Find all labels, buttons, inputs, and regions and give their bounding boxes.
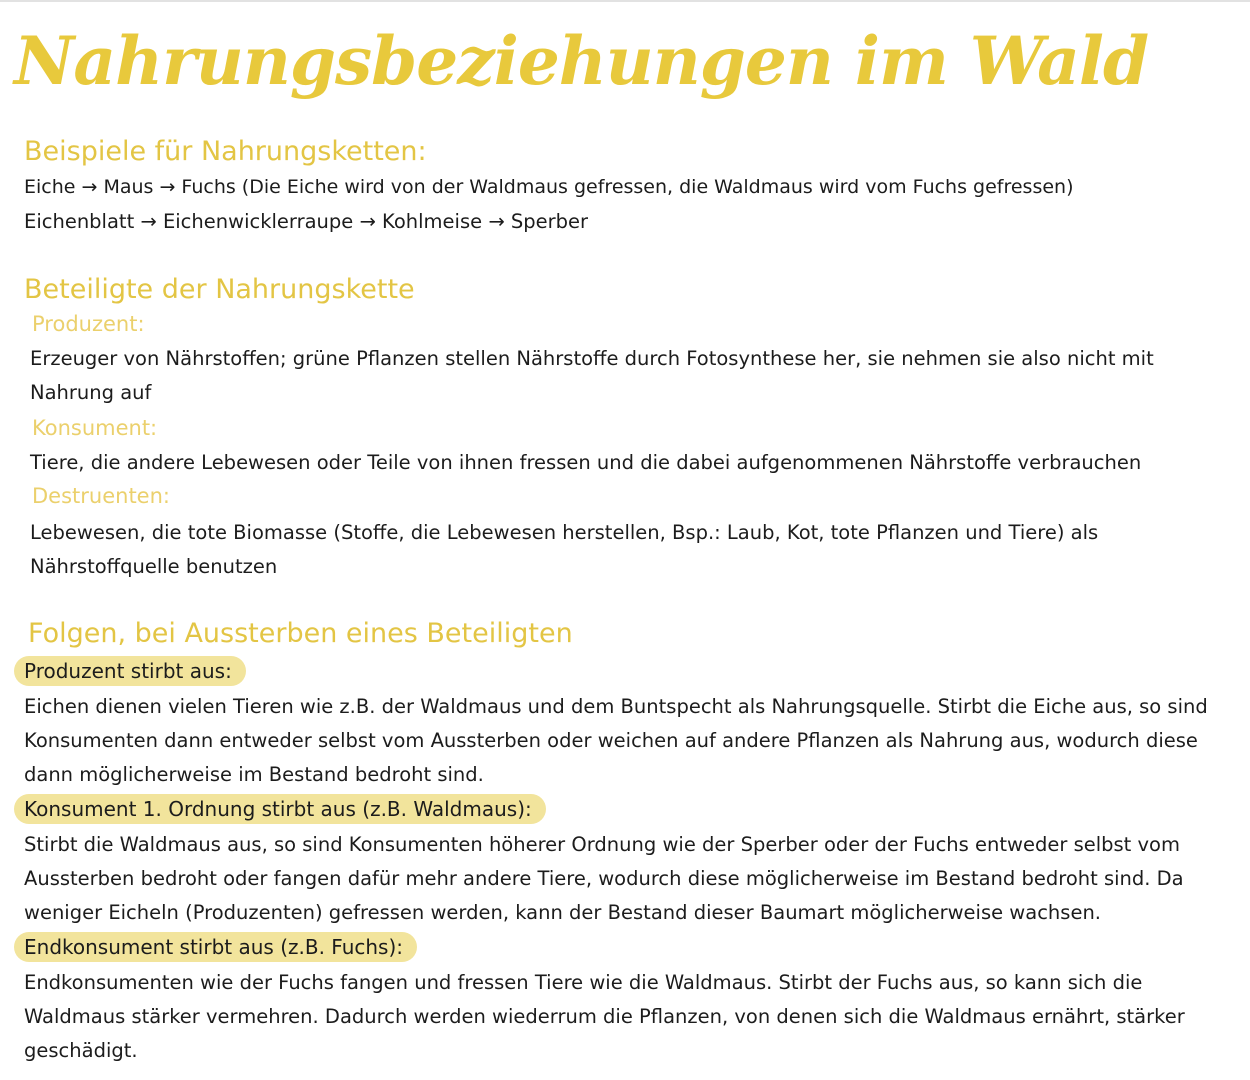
page-title: Nahrungsbeziehungen im Wald xyxy=(14,22,1149,100)
decomposer-label: Destruenten: xyxy=(32,484,170,508)
top-consumer-extinct-text: Endkonsumenten wie der Fuchs fangen und fressen Tiere wie die Waldmaus. Stirbt der Fuchs aus, so kann sich die Waldmaus stärker vermehren. Dadurch werden wiederrum die Pflanzen, von denen sich die Waldmaus ernährt, stärker geschädigt. xyxy=(24,971,1185,1062)
examples-heading: Beispiele für Nahrungsketten: xyxy=(24,136,427,167)
consumer-label: Konsument: xyxy=(32,416,158,440)
producer-definition: Erzeuger von Nährstoffen; grüne Pflanzen stellen Nährstoffe durch Fotosynthese her, sie nehmen sie also nicht mit Nahrung auf xyxy=(30,347,1154,404)
producer-label: Produzent: xyxy=(32,312,145,336)
top-divider xyxy=(0,0,1250,2)
consequences-heading: Folgen, bei Aussterben eines Beteiligten xyxy=(28,618,573,649)
consumer-definition: Tiere, die andere Lebewesen oder Teile von ihnen fressen und die dabei aufgenommenen Nährstoffe verbrauchen xyxy=(30,451,1142,474)
primary-consumer-extinct-label: Konsument 1. Ordnung stirbt aus (z.B. Waldmaus): xyxy=(14,794,546,824)
food-chain-example-2: Eichenblatt → Eichenwicklerraupe → Kohlmeise → Sperber xyxy=(24,210,589,233)
food-chain-example-1: Eiche → Maus → Fuchs (Die Eiche wird von der Waldmaus gefressen, die Waldmaus wird vom Fuchs gefressen) xyxy=(24,176,1074,198)
primary-consumer-extinct-text: Stirbt die Waldmaus aus, so sind Konsumenten höherer Ordnung wie der Sperber oder der Fuchs entweder selbst vom Aussterben bedroht oder fangen dafür mehr andere Tiere, wodurch diese möglicherweise im Bestand bedroht sind. Da weniger Eicheln (Produzenten) gefressen werden, kann der Bestand dieser Baumart möglicherweise wachsen. xyxy=(24,833,1184,924)
producer-extinct-text: Eichen dienen vielen Tieren wie z.B. der Waldmaus und dem Buntspecht als Nahrungsquelle. Stirbt die Eiche aus, so sind Konsumenten dann entweder selbst vom Aussterben oder weichen auf andere Pflanzen als Nahrung aus, wodurch diese dann möglicherweise im Bestand bedroht sind. xyxy=(24,695,1208,786)
top-consumer-extinct-label: Endkonsument stirbt aus (z.B. Fuchs): xyxy=(14,932,417,962)
participants-heading: Beteiligte der Nahrungskette xyxy=(24,274,415,305)
producer-extinct-label: Produzent stirbt aus: xyxy=(14,656,246,686)
decomposer-definition: Lebewesen, die tote Biomasse (Stoffe, die Lebewesen herstellen, Bsp.: Laub, Kot, tote Pflanzen und Tiere) als Nährstoffquelle benutzen xyxy=(30,521,1099,578)
